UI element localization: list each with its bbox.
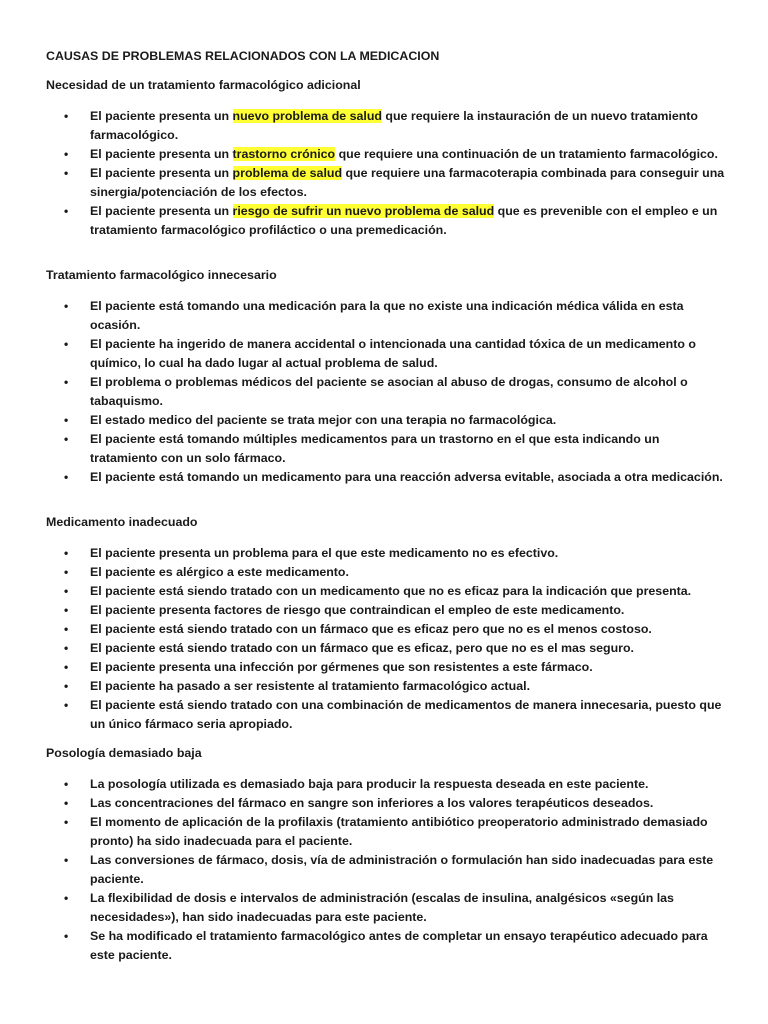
list-item [46, 544, 728, 563]
document-title: CAUSAS DE PROBLEMAS RELACIONADOS CON LA MEDICACION [46, 49, 440, 63]
bullet-icon: • [64, 660, 69, 674]
list-item [46, 620, 728, 639]
bullet-icon: • [64, 622, 69, 636]
list-item [46, 696, 728, 734]
list-item [46, 563, 728, 582]
bullet-icon: • [64, 853, 69, 867]
item-text: La posología utilizada es demasiado baja para producir la respuesta deseada en este paciente. [90, 777, 649, 791]
item-text: El paciente está siendo tratado con un medicamento que no es eficaz para la indicación que presenta. [90, 584, 692, 598]
section-heading-tratamiento-adicional: Necesidad de un tratamiento farmacológico adicional [46, 78, 361, 92]
bullet-icon: • [64, 641, 69, 655]
item-text-before: El paciente presenta un [90, 204, 233, 218]
list-item [46, 202, 728, 240]
item-text: El estado medico del paciente se trata mejor con una terapia no farmacológica. [90, 413, 557, 427]
section-heading-tratamiento-innecesario: Tratamiento farmacológico innecesario [46, 268, 277, 282]
list-item [46, 430, 728, 468]
bullet-icon: • [64, 413, 69, 427]
item-text-before: El paciente presenta un [90, 109, 233, 123]
item-text: El paciente presenta una infección por gérmenes que son resistentes a este fármaco. [90, 660, 593, 674]
bullet-icon: • [64, 929, 69, 943]
item-text: El paciente está siendo tratado con un fármaco que es eficaz pero que no es el menos costoso. [90, 622, 652, 636]
list-item [46, 601, 728, 620]
item-text: El paciente está tomando múltiples medicamentos para un trastorno en el que esta indicando un tratamiento con un solo fármaco. [90, 432, 660, 465]
item-text: Las conversiones de fármaco, dosis, vía de administración o formulación han sido inadecuadas para este paciente. [90, 853, 714, 886]
section-list-medicamento-inadecuado [46, 544, 728, 734]
item-text: El paciente está siendo tratado con un fármaco que es eficaz, pero que no es el mas seguro. [90, 641, 634, 655]
bullet-icon: • [64, 204, 69, 218]
list-item [46, 794, 728, 813]
list-item [46, 335, 728, 373]
bullet-icon: • [64, 546, 69, 560]
list-item [46, 813, 728, 851]
list-item [46, 145, 728, 164]
bullet-icon: • [64, 777, 69, 791]
item-text: El paciente está tomando un medicamento para una reacción adversa evitable, asociada a otra medicación. [90, 470, 723, 484]
list-item [46, 775, 728, 794]
item-text: La flexibilidad de dosis e intervalos de administración (escalas de insulina, analgésicos «según las necesidades»), han sido inadecuadas para este paciente. [90, 891, 674, 924]
bullet-icon: • [64, 147, 69, 161]
item-text: Se ha modificado el tratamiento farmacológico antes de completar un ensayo terapéutico adecuado para este paciente. [90, 929, 708, 962]
bullet-icon: • [64, 109, 69, 123]
item-text: El problema o problemas médicos del paciente se asocian al abuso de drogas, consumo de alcohol o tabaquismo. [90, 375, 688, 408]
item-text-after: que requiere una farmacoterapia combinada para conseguir una sinergia/potenciación de los efectos. [90, 166, 725, 199]
bullet-icon: • [64, 584, 69, 598]
bullet-icon: • [64, 698, 69, 712]
bullet-icon: • [64, 815, 69, 829]
bullet-icon: • [64, 470, 69, 484]
list-item [46, 927, 728, 965]
section-heading-medicamento-inadecuado: Medicamento inadecuado [46, 515, 198, 529]
section-list-tratamiento-innecesario [46, 297, 728, 487]
item-text-before: El paciente presenta un [90, 166, 233, 180]
item-text-before: El paciente presenta un [90, 147, 233, 161]
item-text-after: que requiere una continuación de un tratamiento farmacológico. [335, 147, 718, 161]
section-heading-posologia-baja: Posología demasiado baja [46, 746, 202, 760]
list-item [46, 658, 728, 677]
list-item [46, 373, 728, 411]
highlighted-text: nuevo problema de salud [232, 109, 382, 123]
list-item [46, 411, 728, 430]
item-text: El paciente presenta factores de riesgo que contraindican el empleo de este medicamento. [90, 603, 625, 617]
highlighted-text: riesgo de sufrir un nuevo problema de salud [232, 204, 495, 218]
list-item [46, 582, 728, 601]
item-text: El paciente está tomando una medicación para la que no existe una indicación médica válida en esta ocasión. [90, 299, 684, 332]
item-text: El paciente ha ingerido de manera accidental o intencionada una cantidad tóxica de un medicamento o químico, lo cual ha dado lugar al actual problema de salud. [90, 337, 696, 370]
list-item [46, 164, 728, 202]
bullet-icon: • [64, 565, 69, 579]
list-item [46, 297, 728, 335]
item-text: Las concentraciones del fármaco en sangre son inferiores a los valores terapéuticos deseados. [90, 796, 654, 810]
bullet-icon: • [64, 891, 69, 905]
highlighted-text: trastorno crónico [232, 147, 336, 161]
bullet-icon: • [64, 603, 69, 617]
bullet-icon: • [64, 166, 69, 180]
item-text: El paciente es alérgico a este medicamento. [90, 565, 349, 579]
bullet-icon: • [64, 337, 69, 351]
item-text: El paciente ha pasado a ser resistente al tratamiento farmacológico actual. [90, 679, 531, 693]
item-text-after: que es prevenible con el empleo e un tratamiento farmacológico profiláctico o una premedicación. [90, 204, 718, 237]
list-item [46, 468, 728, 487]
list-item [46, 107, 728, 145]
item-text: El paciente está siendo tratado con una combinación de medicamentos de manera innecesaria, puesto que un único fármaco seria apropiado. [90, 698, 722, 731]
item-text-after: que requiere la instauración de un nuevo tratamiento farmacológico. [90, 109, 698, 142]
item-text: El paciente presenta un problema para el que este medicamento no es efectivo. [90, 546, 559, 560]
section-list-posologia-baja [46, 775, 728, 965]
bullet-icon: • [64, 299, 69, 313]
list-item [46, 677, 728, 696]
bullet-icon: • [64, 432, 69, 446]
bullet-icon: • [64, 796, 69, 810]
bullet-icon: • [64, 375, 69, 389]
list-item [46, 639, 728, 658]
highlighted-text: problema de salud [232, 166, 343, 180]
bullet-icon: • [64, 679, 69, 693]
section-list-tratamiento-adicional [46, 107, 728, 240]
list-item [46, 851, 728, 889]
item-text: El momento de aplicación de la profilaxis (tratamiento antibiótico preoperatorio administrado demasiado pronto) ha sido inadecuada para el paciente. [90, 815, 708, 848]
list-item [46, 889, 728, 927]
